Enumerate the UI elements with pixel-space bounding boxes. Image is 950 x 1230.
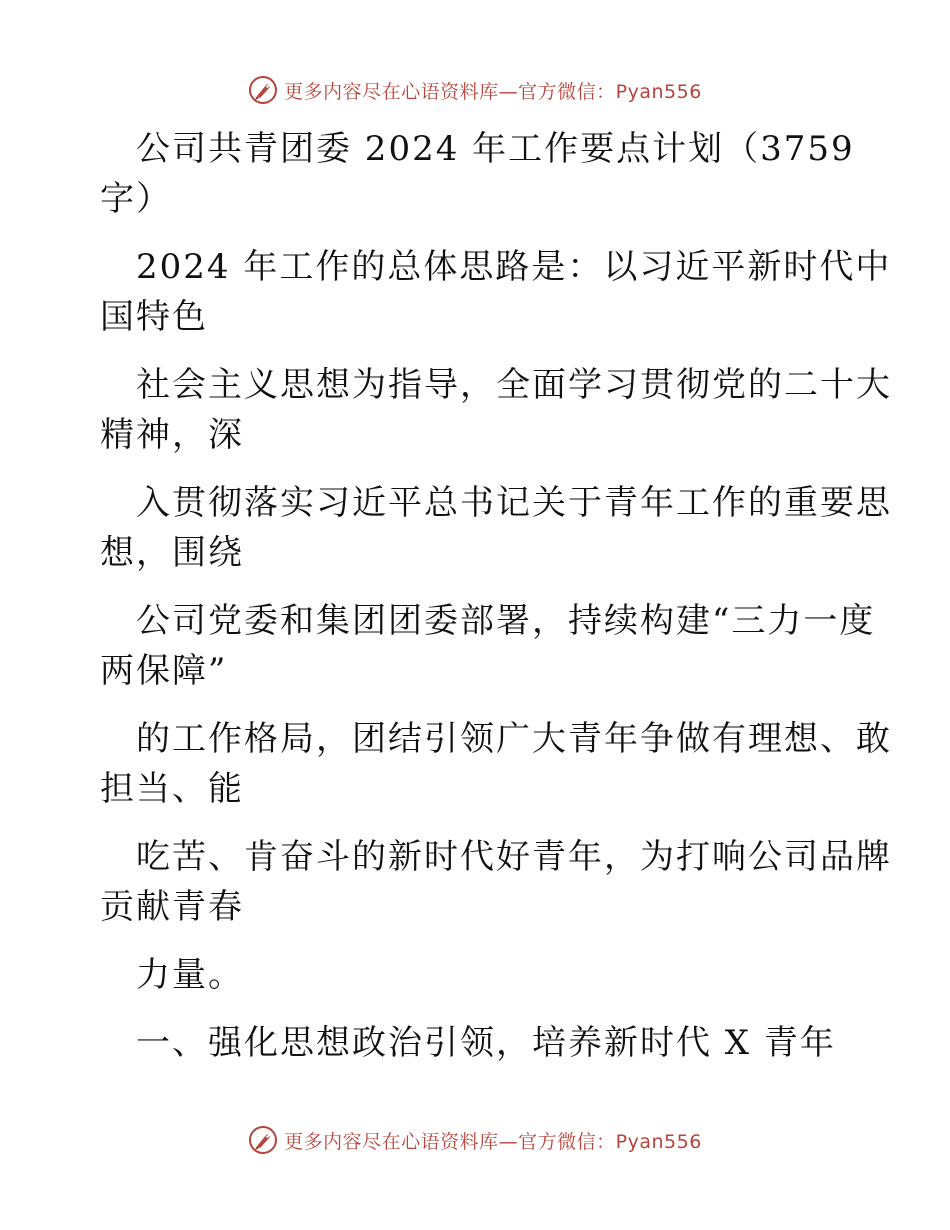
section-heading: 一、强化思想政治引领，培养新时代 X 青年 <box>136 1023 836 1063</box>
doc-line: 想，围绕 <box>100 533 244 573</box>
doc-line: 精神，深 <box>100 415 244 455</box>
doc-line: 公司共青团委 2024 年工作要点计划（3759 <box>136 129 855 169</box>
doc-line: 担当、能 <box>100 769 244 809</box>
doc-line: 国特色 <box>100 297 208 337</box>
doc-line: 的工作格局，团结引领广大青年争做有理想、敢 <box>136 719 892 759</box>
doc-line: 力量。 <box>136 955 244 995</box>
doc-line: 两保障” <box>100 651 228 691</box>
doc-line: 2024 年工作的总体思路是：以习近平新时代中 <box>136 247 892 287</box>
header-banner-text: 更多内容尽在心语资料库—官方微信：Pyan556 <box>284 80 702 103</box>
doc-line: 入贯彻落实习近平总书记关于青年工作的重要思 <box>136 483 892 523</box>
doc-line: 贡献青春 <box>100 887 244 927</box>
pen-nib-logo-icon <box>248 1125 278 1155</box>
document-body <box>100 124 892 1068</box>
doc-line: 吃苦、肯奋斗的新时代好青年，为打响公司品牌 <box>136 837 892 877</box>
doc-line: 公司党委和集团团委部署，持续构建“三力一度 <box>136 601 876 641</box>
footer-banner <box>0 1120 950 1160</box>
header-banner <box>0 70 950 110</box>
pen-nib-logo-icon <box>248 75 278 105</box>
doc-line: 字） <box>100 179 172 219</box>
doc-line: 社会主义思想为指导，全面学习贯彻党的二十大 <box>136 365 892 405</box>
footer-banner-text: 更多内容尽在心语资料库—官方微信：Pyan556 <box>284 1130 702 1153</box>
